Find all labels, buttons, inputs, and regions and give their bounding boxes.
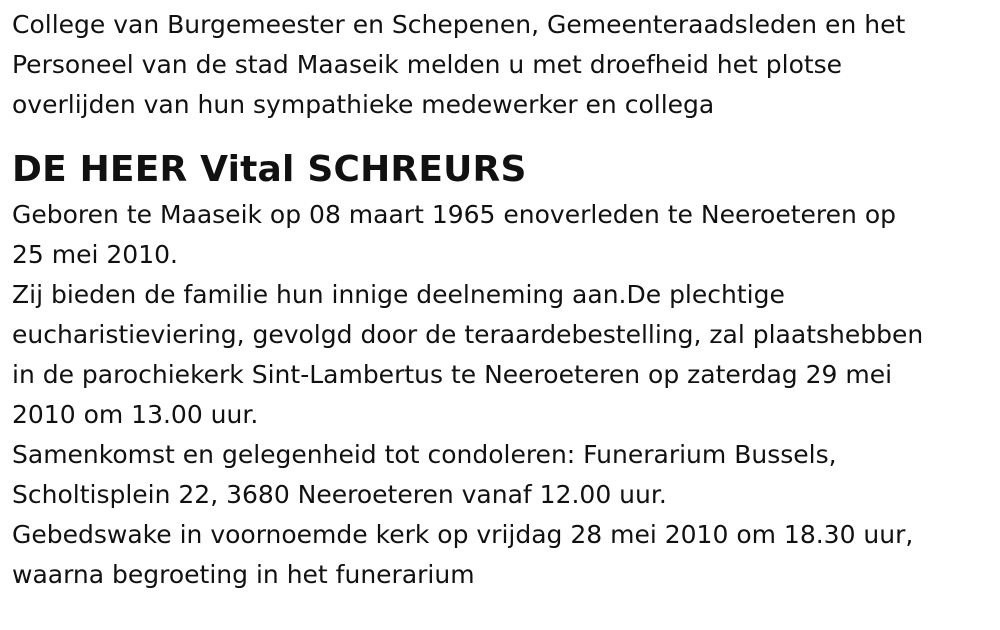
condolence-details: Samenkomst en gelegenheid tot condoleren: Funerarium Bussels, Scholtisplein 22, 3680 Neeroeteren vanaf 12.00 uur. [12, 440, 837, 509]
funeral-service-details: Zij bieden de familie hun innige deelneming aan.De plechtige eucharistieviering, gevolgd door de teraardebestelling, zal plaatshebben in de parochiekerk Sint-Lambertus te Neeroeteren op zaterdag 29 mei 2010 om 13.00 uur. [12, 280, 924, 429]
birth-death-details: Geboren te Maaseik op 08 maart 1965 enoverleden te Neeroeteren op 25 mei 2010. [12, 200, 896, 269]
announcement-intro: College van Burgemeester en Schepenen, Gemeenteraadsleden en het Personeel van de stad Maaseik melden u met droefheid het plotse overlijden van hun sympathieke medewerker en collega [12, 10, 906, 119]
vigil-details: Gebedswake in voornoemde kerk op vrijdag 28 mei 2010 om 18.30 uur, waarna begroeting in het funerarium [12, 520, 914, 589]
deceased-name: DE HEER Vital SCHREURS [12, 149, 527, 190]
